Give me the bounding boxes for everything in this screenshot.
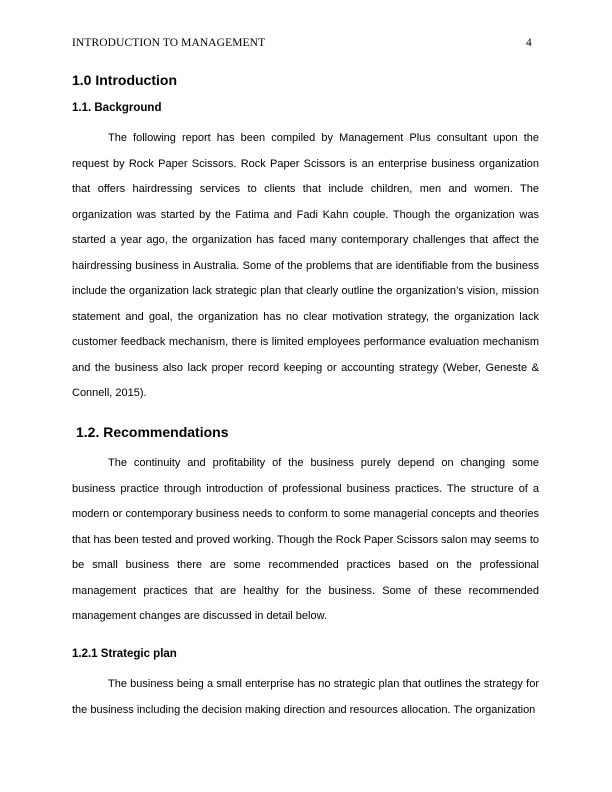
background-text: The following report has been compiled by Management Plus consultant upon the request by Rock Paper Scissors. Rock Paper Scissors is an enterprise business organization that offers hairdressing services to clients that include children, men and women. The organization was started by the Fatima and Fadi Kahn couple. Though the organization was started a year ago, the organization has faced many contemporary challenges that affect the hairdressing business in Australia. Some of the problems that are identifiable from the business include the organization lack strategic plan that clearly outline the organization’s vision, mission statement and goal, the organization has no clear motivation strategy, the organization lack customer feedback mechanism, there is limited employees performance evaluation mechanism and the business also lack proper record keeping or accounting strategy (Weber, Geneste & Connell, 2015).	[72, 132, 539, 399]
recommendations-paragraph	[72, 451, 539, 630]
recommendations-heading: 1.2. Recommendations	[76, 424, 229, 440]
strategic-plan-text: The business being a small enterprise has no strategic plan that outlines the strategy for the business including the decision making direction and resources allocation. The organization	[72, 678, 539, 716]
strategic-plan-paragraph	[72, 672, 539, 723]
background-paragraph	[72, 126, 539, 407]
introduction-heading: 1.0 Introduction	[72, 72, 177, 88]
recommendations-text: The continuity and profitability of the business purely depend on changing some business practice through introduction of professional business practices. The structure of a modern or contemporary business needs to conform to some managerial concepts and theories that has been tested and proved working. Though the Rock Paper Scissors salon may seems to be small business there are some recommended practices based on the professional management practices that are healthy for the business. Some of these recommended management changes are discussed in detail below.	[72, 457, 539, 622]
background-heading: 1.1. Background	[72, 102, 162, 114]
page-number: 4	[526, 37, 532, 49]
running-header: INTRODUCTION TO MANAGEMENT	[72, 37, 266, 49]
strategic-plan-heading: 1.2.1 Strategic plan	[72, 648, 177, 660]
